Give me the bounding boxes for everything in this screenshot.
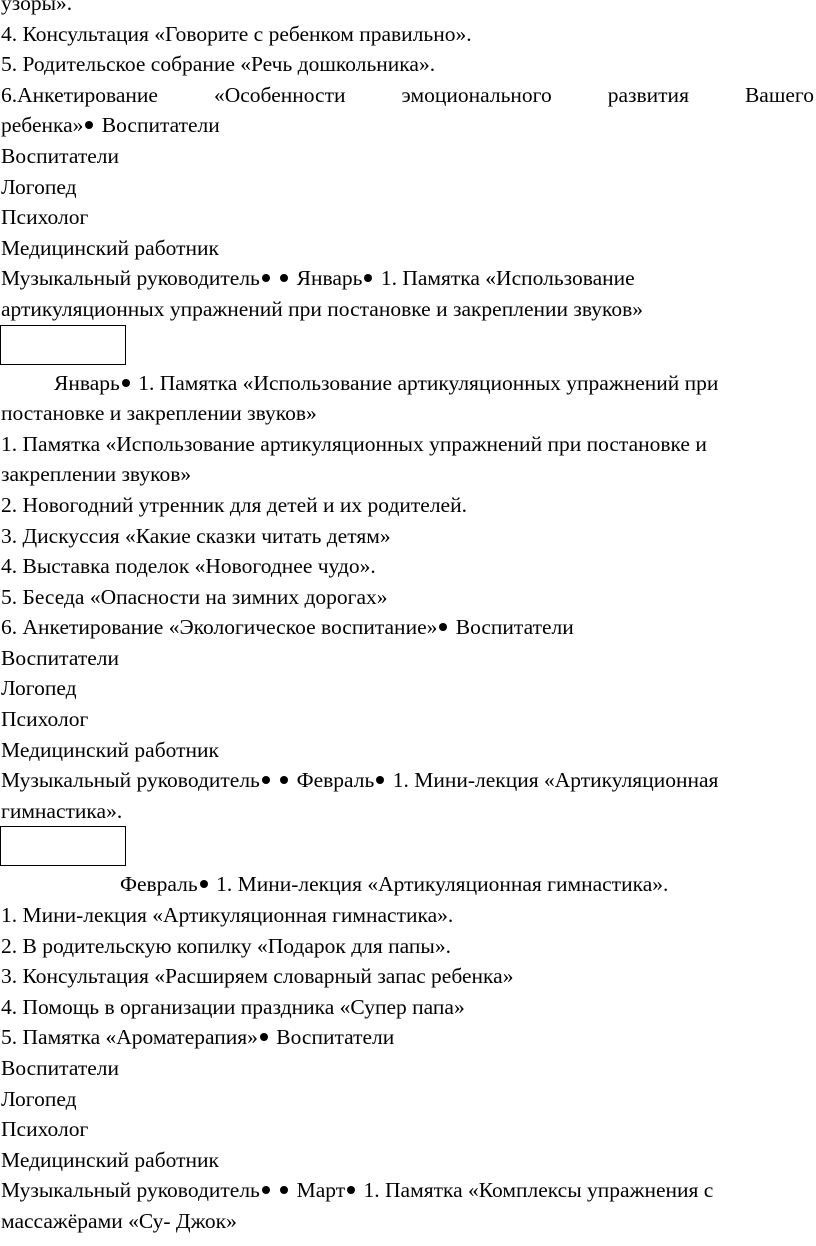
empty-box — [0, 826, 816, 869]
list-item: 3. Дискуссия «Какие сказки читать детям» — [1, 523, 391, 548]
bullet-icon — [280, 1186, 288, 1194]
text: Воспитатели — [455, 615, 574, 640]
bullet-icon — [85, 121, 93, 129]
bullet-icon — [439, 623, 447, 631]
bullet-icon — [364, 274, 372, 282]
bullet-icon — [260, 1033, 268, 1041]
text-line: постановке и закреплении звуков» — [1, 401, 317, 426]
text-line: артикуляционных упражнений при постановке и закреплении звуков» — [1, 296, 644, 321]
staff-item: Воспитатели — [1, 143, 119, 168]
text-line — [0, 612, 816, 643]
staff-item: Медицинский работник — [1, 235, 219, 260]
staff-item: Логопед — [1, 1086, 77, 1111]
text-line — [0, 765, 816, 796]
staff-item: Воспитатели — [1, 1056, 119, 1080]
word: развития — [607, 82, 689, 107]
text: 6. Анкетирование «Экологическое воспитание» — [1, 615, 438, 640]
staff-item: Логопед — [1, 174, 77, 199]
text: ребенка» — [1, 113, 84, 138]
bullet-icon — [262, 776, 270, 784]
staff-item: Логопед — [1, 676, 77, 701]
list-item: 5. Родительское собрание «Речь дошкольника». — [1, 52, 436, 77]
list-item: 4. Помощь в организации праздника «Супер папа» — [1, 994, 465, 1019]
text-line — [0, 869, 816, 900]
text: 1. Памятка «Использование — [380, 266, 635, 291]
staff-item: Медицинский работник — [1, 1147, 219, 1172]
text: Январь — [296, 266, 363, 291]
text: Музыкальный руководитель — [1, 768, 260, 793]
bullet-icon — [280, 776, 288, 784]
bullet-icon — [376, 776, 384, 784]
list-item: 1. Памятка «Использование артикуляционных упражнений при постановке и — [1, 431, 707, 456]
list-item: закреплении звуков» — [1, 462, 192, 487]
word: 6.Анкетирование — [1, 82, 158, 107]
word: эмоционального — [401, 82, 552, 107]
text-line — [0, 263, 816, 294]
box-rectangle — [0, 826, 126, 866]
box-rectangle — [0, 325, 126, 365]
word: Вашего — [744, 82, 814, 107]
staff-item: Психолог — [1, 1117, 89, 1142]
list-item: 5. Беседа «Опасности на зимних дорогах» — [1, 584, 388, 609]
list-item: 4. Выставка поделок «Новогоднее чудо». — [1, 554, 376, 579]
list-item: 4. Консультация «Говорите с ребенком правильно». — [1, 21, 472, 46]
text: Февраль — [296, 768, 375, 793]
text: 5. Памятка «Ароматерапия» — [1, 1025, 258, 1050]
staff-item: Медицинский работник — [1, 737, 219, 762]
bullet-icon — [262, 1186, 270, 1194]
bullet-icon — [262, 274, 270, 282]
text: 1. Мини-лекция «Артикуляционная гимнастика». — [216, 872, 669, 897]
bullet-icon — [280, 274, 288, 282]
list-item: 1. Мини-лекция «Артикуляционная гимнастика». — [1, 903, 454, 928]
text: Март — [296, 1178, 346, 1203]
justified-line — [0, 80, 816, 111]
word: «Особенности — [213, 82, 346, 107]
text: Воспитатели — [276, 1025, 395, 1050]
text: Январь — [54, 370, 120, 395]
list-item: 2. Новогодний утренник для детей и их родителей. — [1, 492, 467, 517]
text: Февраль — [120, 872, 198, 897]
text: Музыкальный руководитель — [1, 266, 260, 291]
text: Музыкальный руководитель — [1, 1178, 260, 1203]
text-line: гимнастика». — [1, 798, 123, 823]
text-line — [0, 110, 816, 141]
empty-box — [0, 325, 816, 368]
text: 1. Памятка «Комплексы упражнения с — [363, 1178, 714, 1203]
text-line — [0, 368, 816, 399]
text-line: узоры». — [1, 0, 73, 15]
text: Воспитатели — [101, 113, 220, 138]
text-line — [0, 1022, 816, 1053]
staff-item: Психолог — [1, 205, 89, 230]
bullet-icon — [200, 880, 208, 888]
staff-item: Психолог — [1, 707, 89, 732]
staff-item: Воспитатели — [1, 645, 119, 670]
text: 1. Памятка «Использование артикуляционных упражнений при — [138, 370, 719, 395]
text-line — [0, 1175, 816, 1206]
bullet-icon — [122, 379, 130, 387]
text: 1. Мини-лекция «Артикуляционная — [392, 768, 719, 793]
list-item: 2. В родительскую копилку «Подарок для папы». — [1, 933, 451, 958]
bullet-icon — [347, 1186, 355, 1194]
list-item: 3. Консультация «Расширяем словарный запас ребенка» — [1, 964, 514, 989]
text-line: массажёрами «Су- Джок» — [1, 1208, 237, 1233]
